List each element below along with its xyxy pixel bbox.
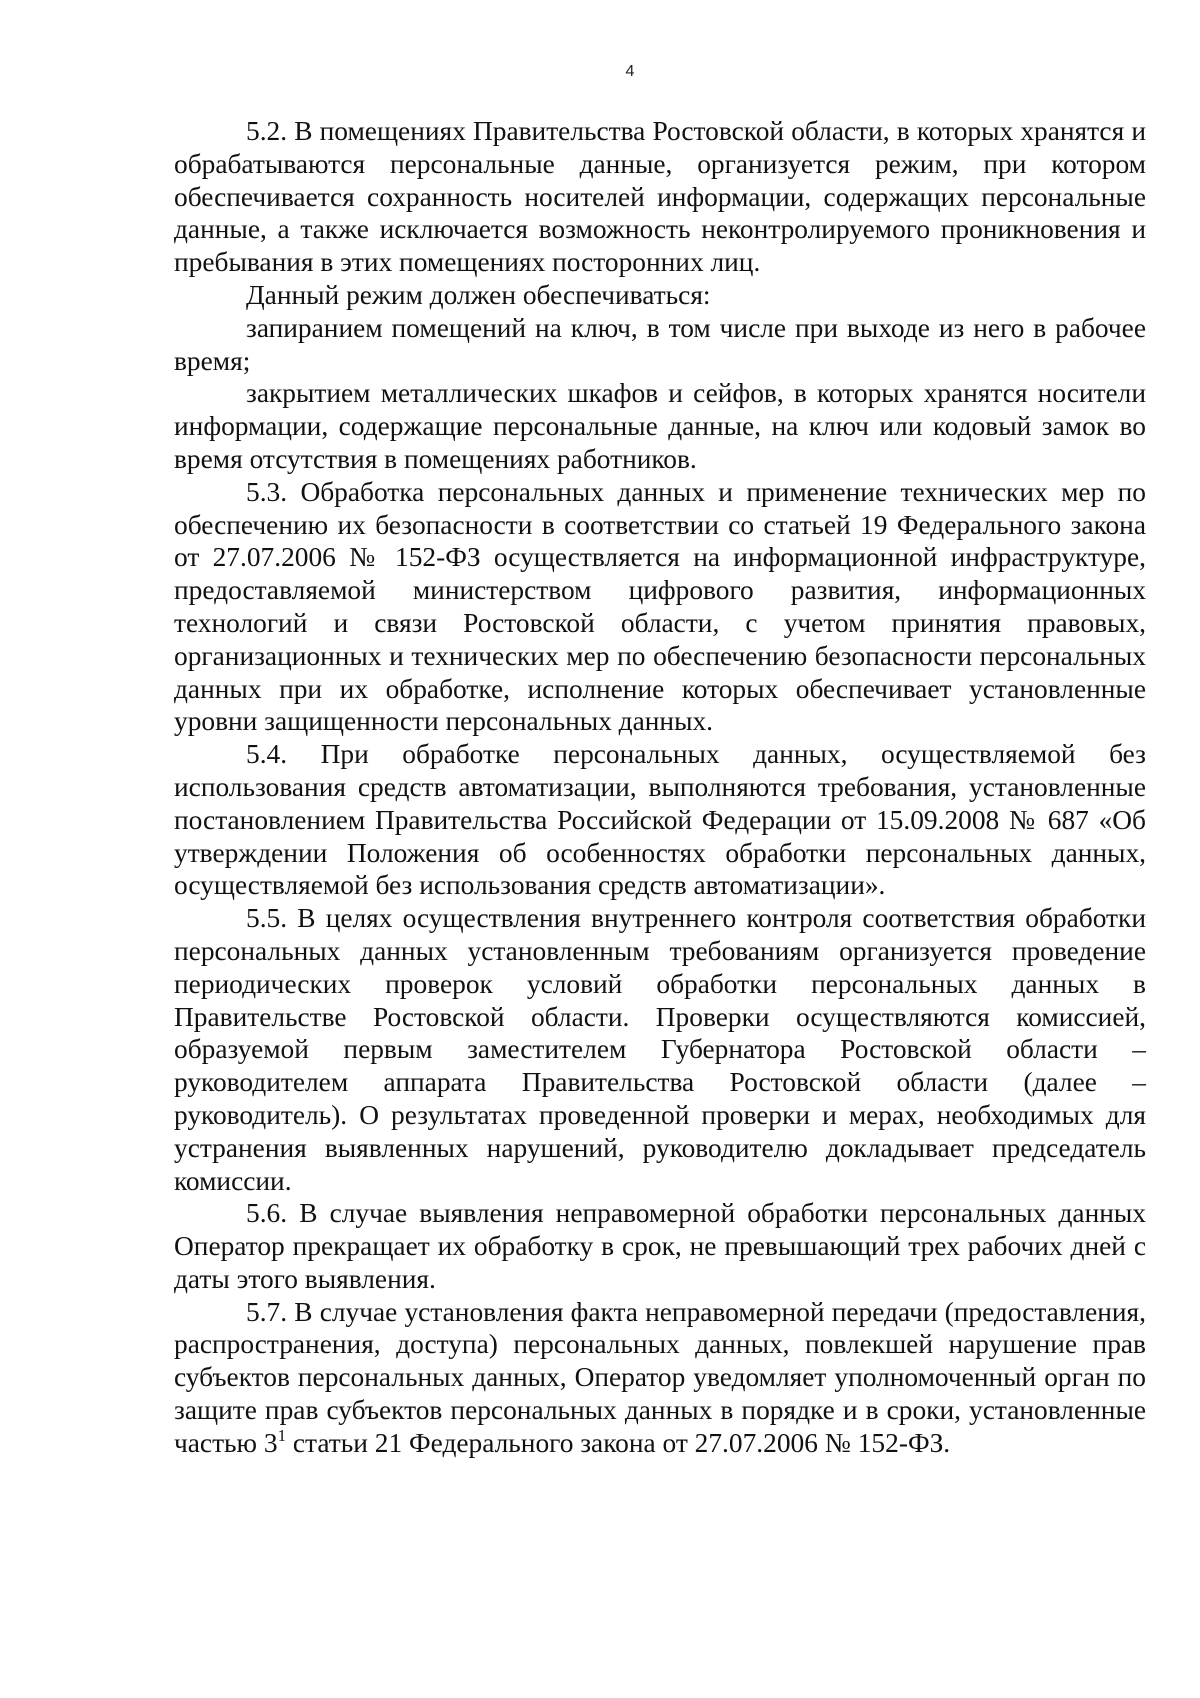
paragraph-5-2: 5.2. В помещениях Правительства Ростовской области, в которых хранятся и обрабатываются персональные данные, организуется режим, при котором обеспечивается сохранность носителей информации, содержащих персональные данные, а также исключается возможность неконтролируемого проникновения и пребывания в этих помещениях посторонних лиц. xyxy=(174,116,1146,278)
paragraph-5-7 xyxy=(174,1296,1146,1460)
page-number: 4 xyxy=(625,63,635,80)
paragraph-5-7-superscript: 1 xyxy=(277,1425,287,1445)
paragraph-5-7-text-end: статьи 21 Федерального закона от 27.07.2006 № 152-ФЗ. xyxy=(286,1427,951,1458)
paragraph-regime-intro: Данный режим должен обеспечиваться: xyxy=(246,279,711,310)
paragraph-5-5: 5.5. В целях осуществления внутреннего контроля соответствия обработки персональных данных установленным требованиям организуется проведение периодических проверок условий обработки персональных данных в Правительстве Ростовской области. Проверки осуществляются комиссией, образуемой первым заместителем Губернатора Ростовской области – руководителем аппарата Правительства Ростовской области (далее – руководитель). О результатах проведенной проверки и мерах, необходимых для устранения выявленных нарушений, руководителю докладывает председатель комиссии. xyxy=(174,903,1146,1196)
paragraph-5-4: 5.4. При обработке персональных данных, осуществляемой без использования средств автоматизации, выполняются требования, установленные постановлением Правительства Российской Федерации от 15.09.2008 № 687 «Об утверждении Положения об особенностях обработки персональных данных, осуществляемой без использования средств автоматизации». xyxy=(174,739,1146,901)
paragraph-regime-locking: запиранием помещений на ключ, в том числе при выходе из него в рабочее время; xyxy=(174,312,1146,376)
paragraph-5-3: 5.3. Обработка персональных данных и применение технических мер по обеспечению их безопасности в соответствии со статьей 19 Федерального закона от 27.07.2006 № 152-ФЗ осуществляется на информационной инфраструктуре, предоставляемой министерством цифрового развития, информационных технологий и связи Ростовской области, с учетом принятия правовых, организационных и технических мер по обеспечению безопасности персональных данных при их обработке, исполнение которых обеспечивает установленные уровни защищенности персональных данных. xyxy=(174,476,1146,737)
paragraph-5-7-text-start: 5.7. В случае установления факта неправомерной передачи (предоставления, распространения, доступа) персональных данных, повлекшей нарушение прав субъектов персональных данных, Оператор уведомляет уполномоченный орган по защите прав субъектов персональных данных в порядке и в сроки, установленные частью 3 xyxy=(174,1296,1146,1458)
paragraph-5-6: 5.6. В случае выявления неправомерной обработки персональных данных Оператор прекращает их обработку в срок, не превышающий трех рабочих дней с даты этого выявления. xyxy=(174,1198,1146,1294)
paragraph-regime-cabinets: закрытием металлических шкафов и сейфов, в которых хранятся носители информации, содержащие персональные данные, на ключ или кодовый замок во время отсутствия в помещениях работников. xyxy=(174,378,1146,474)
document-body xyxy=(174,115,1146,1460)
